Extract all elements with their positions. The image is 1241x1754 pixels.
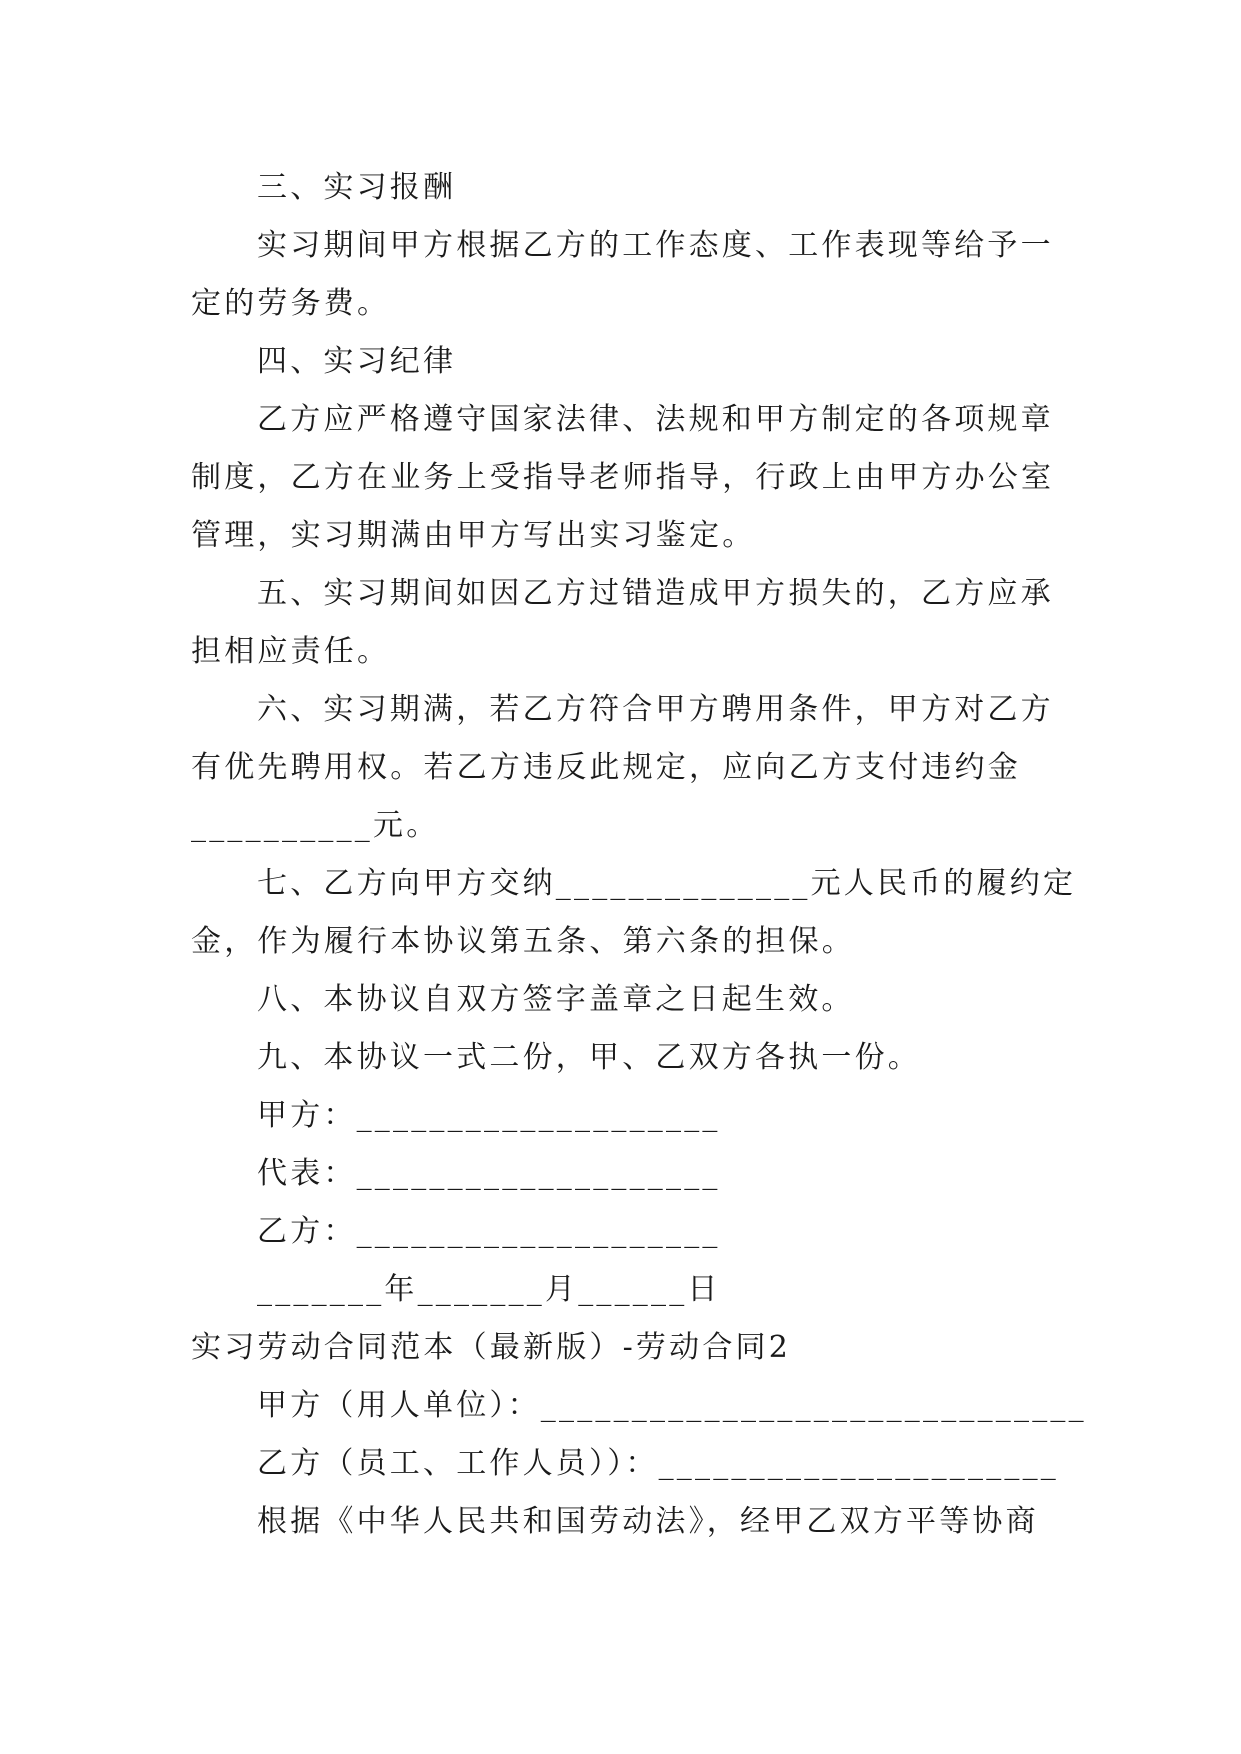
clause-8: 八、本协议自双方签字盖章之日起生效。 [257, 982, 855, 1017]
clause-6: 六、实习期满，若乙方符合甲方聘用条件，甲方对乙方 [257, 692, 1054, 727]
section-heading-4: 四、实习纪律 [257, 344, 457, 379]
paragraph-line: 根据《中华人民共和国劳动法》，经甲乙双方平等协商 [257, 1504, 1039, 1539]
paragraph-line: 管理，实习期满由甲方写出实习鉴定。 [191, 518, 756, 553]
employee-field: 乙方（员工、工作人员））：______________________ [257, 1446, 1059, 1481]
signature-representative: 代表：____________________ [257, 1156, 721, 1191]
paragraph-line: 有优先聘用权。若乙方违反此规定，应向乙方支付违约金 [191, 750, 1021, 785]
document-title: 实习劳动合同范本（最新版）-劳动合同2 [191, 1330, 792, 1365]
clause-9: 九、本协议一式二份，甲、乙双方各执一份。 [257, 1040, 921, 1075]
section-heading-3: 三、实习报酬 [257, 170, 457, 205]
clause-7: 七、乙方向甲方交纳______________元人民币的履约定 [257, 866, 1077, 901]
clause-5: 五、实习期间如因乙方过错造成甲方损失的，乙方应承 [257, 576, 1054, 611]
paragraph-line: 担相应责任。 [191, 634, 391, 669]
signature-party-b: 乙方：____________________ [257, 1214, 721, 1249]
paragraph-line: 金，作为履行本协议第五条、第六条的担保。 [191, 924, 855, 959]
paragraph-line: 乙方应严格遵守国家法律、法规和甲方制定的各项规章 [257, 402, 1054, 437]
paragraph-line: 定的劳务费。 [191, 286, 391, 321]
paragraph-line: 实习期间甲方根据乙方的工作态度、工作表现等给予一 [257, 228, 1054, 263]
signature-date: _______年_______月______日 [257, 1272, 721, 1307]
penalty-amount-blank: __________元。 [191, 808, 440, 843]
paragraph-line: 制度，乙方在业务上受指导老师指导，行政上由甲方办公室 [191, 460, 1055, 495]
employer-field: 甲方（用人单位）：______________________________ [257, 1388, 1087, 1423]
signature-party-a: 甲方：____________________ [257, 1098, 721, 1133]
